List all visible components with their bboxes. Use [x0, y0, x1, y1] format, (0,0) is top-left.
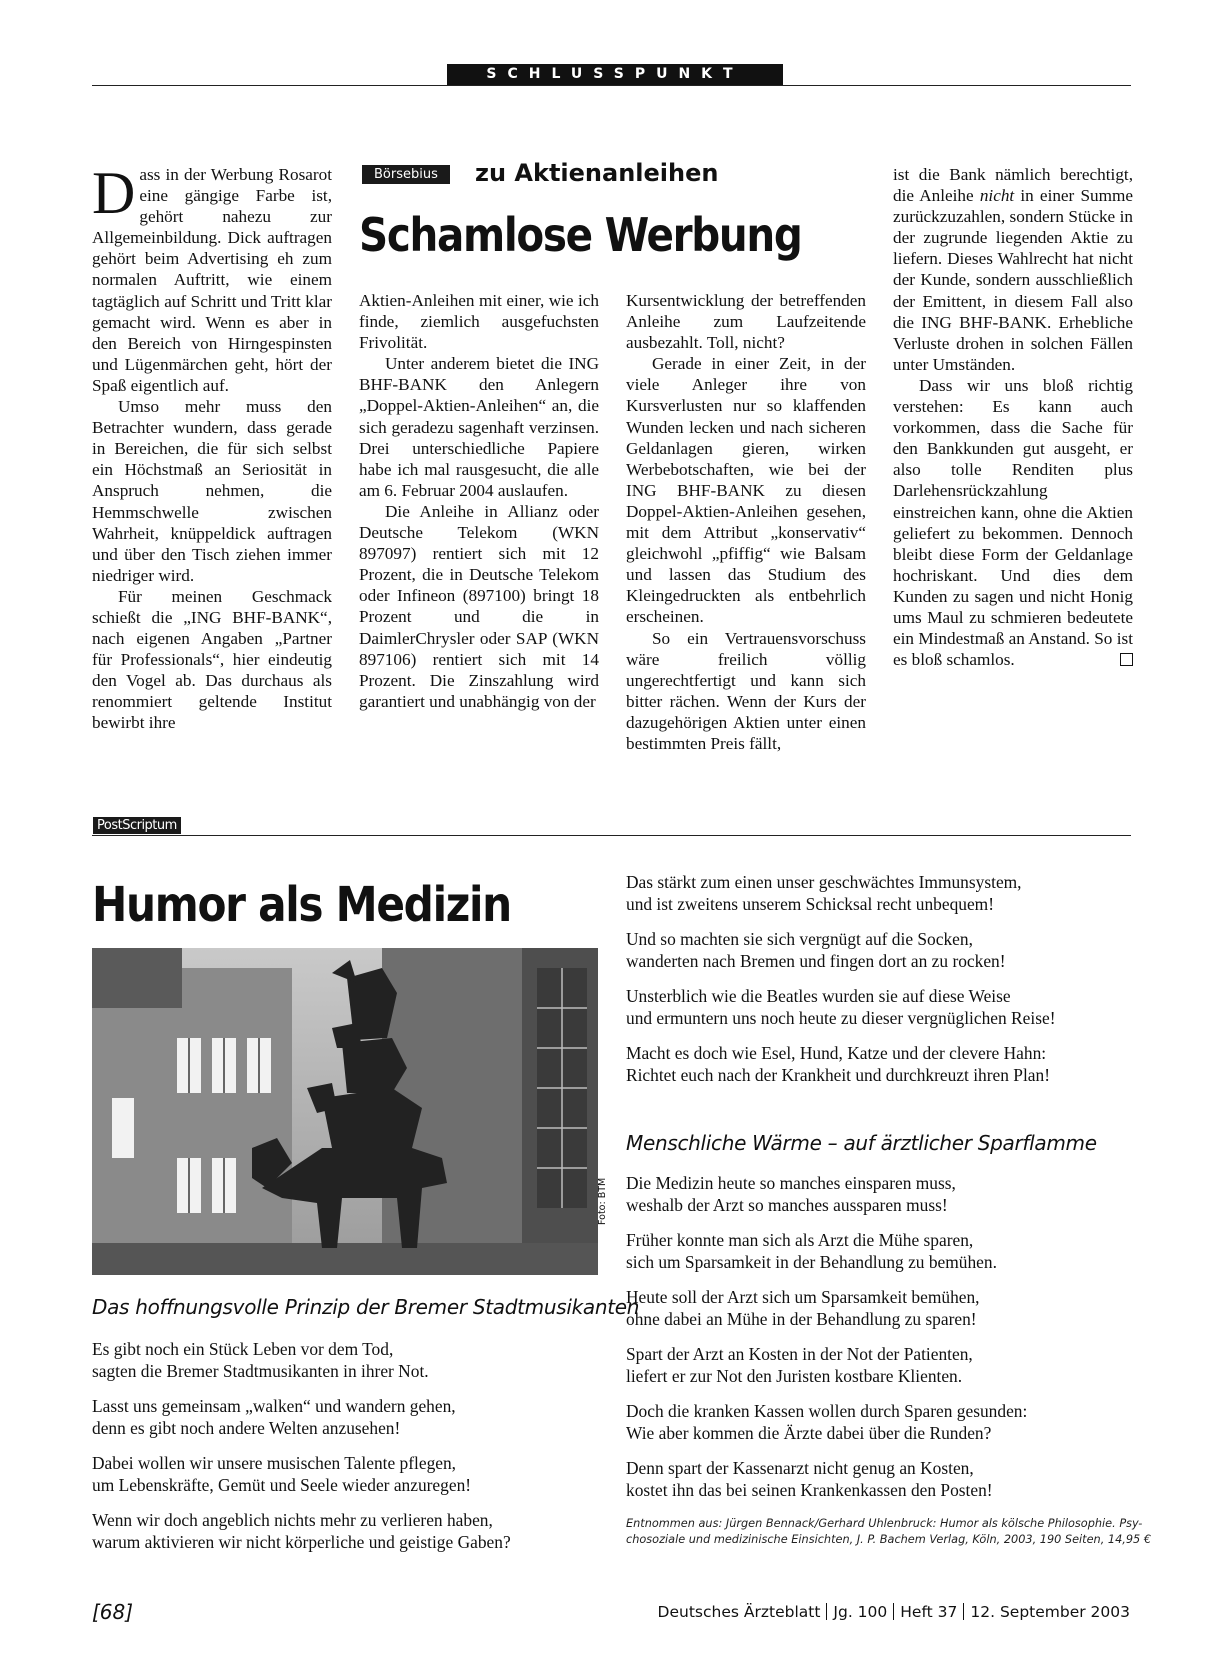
- poem-line: Richtet euch nach der Krankheit und durchkreuzt ihren Plan!: [626, 1064, 1050, 1085]
- poem-line: denn es gibt noch andere Welten anzusehen!: [92, 1417, 401, 1438]
- poem-stanza: [92, 1453, 511, 1496]
- poem-stanza: [92, 1510, 511, 1553]
- article-column-1: [92, 160, 332, 734]
- poem-line: liefert er zur Not den Juristen kostbare Klienten.: [626, 1365, 963, 1386]
- poem-line: um Lebenskräfte, Gemüt und Seele wieder anzuregen!: [92, 1474, 472, 1495]
- poem-stanza: [92, 1339, 511, 1382]
- journal-issue: Heft 37: [900, 1603, 958, 1621]
- paragraph: So ein Vertrauensvorschuss wäre freilich völlig ungerechtfertigt und kann sich bitter rächen. Wenn der Kurs der dazugehörigen Aktien unter einen bestimmten Preis fällt,: [626, 628, 866, 753]
- poem-stanza: [626, 1287, 1027, 1330]
- poem-line: kostet ihn das bei seinen Krankenkassen den Posten!: [626, 1479, 993, 1500]
- article-column-2: [359, 290, 599, 712]
- poem-stanza: [92, 1396, 511, 1439]
- poem-line: Die Medizin heute so manches einsparen muss,: [626, 1173, 956, 1193]
- poem-line: Wenn wir doch angeblich nichts mehr zu verlieren haben,: [92, 1510, 493, 1530]
- paragraph: ass in der Werbung Rosarot eine gängige Farbe ist, gehört nahezu zur Allgemeinbildung. Dick auftragen gehört beim Advertising eh zum normalen Auftritt, wie einem tagtäglich auf Schritt und Tritt klar gemacht wird. Wenn es aber in den Bereich von Hirngespinsten und Lügenmärchen geht, hört der Spaß eigentlich auf.: [92, 165, 332, 395]
- poem-line: Lasst uns gemeinsam „walken“ und wandern gehen,: [92, 1396, 456, 1416]
- drop-cap: D: [92, 160, 136, 226]
- poem-line: Denn spart der Kassenarzt nicht genug an Kosten,: [626, 1458, 974, 1478]
- poem-line: und ist zweitens unserem Schicksal recht unbequem!: [626, 893, 994, 914]
- paragraph: Kursentwicklung der betreffenden Anleihe zum Laufzeitende ausbezahlt. Toll, nicht?: [626, 291, 866, 353]
- postscriptum-tag: PostScriptum: [93, 817, 181, 834]
- poem-2: [626, 872, 1055, 1100]
- poem-line: Wie aber kommen die Ärzte dabei über die Runden?: [626, 1422, 992, 1443]
- poem-stanza: [626, 1401, 1027, 1444]
- journal-volume: Jg. 100: [833, 1603, 888, 1621]
- poem-line: Dabei wollen wir unsere musischen Talente pflegen,: [92, 1453, 457, 1473]
- paragraph: Die Anleihe in Allianz oder Deutsche Telekom (WKN 897097) rentiert sich mit 12 Prozent, die in Deutsche Telekom oder Infineon (897100) bringt 18 Prozent und die in DaimlerChrysler oder SAP (WKN 897106) rentiert sich mit 14 Prozent. Die Zinszahlung wird garantiert und unabhängig von der: [359, 501, 599, 711]
- paragraph: Unter anderem bietet die ING BHF-BANK den Anlegern „Doppel-Aktien-Anleihen“ an, die sich geradezu sagenhaft verzinsen. Drei unterschiedliche Papiere habe ich mal rausgesucht, die alle am 6. Februar 2004 auslaufen.: [359, 354, 599, 500]
- paragraph: Für meinen Geschmack schießt die „ING BHF-BANK“, nach eigenen Angaben „Partner für Professionals“, hier eindeutig den Vogel ab. Das durchaus als renommiert geltende Institut bewirbt ihre: [92, 586, 332, 733]
- separator: [963, 1603, 964, 1620]
- poem-stanza: [626, 1458, 1027, 1501]
- paragraph: Dass wir uns bloß richtig verstehen: Es kann auch vorkommen, dass die Sache für den Bankkunden gut ausgeht, er also tolle Renditen plus Darlehensrückzahlung einstreichen kann, ohne die Aktien geliefert zu bekommen. Dennoch bleibt diese Form der Geldanlage hochriskant. Und dies dem Kunden zu sagen und nicht Honig ums Maul zu schmieren bedeutete ein Mindestmaß an Anstand. So ist es bloß schamlos.: [893, 375, 1133, 670]
- poem-line: warum aktivieren wir nicht körperliche und geistige Gaben?: [92, 1531, 511, 1552]
- paragraph: Gerade in einer Zeit, in der viele Anleger ihre von Kursverlusten nur so klaffenden Wunden lecken und nach sicheren Geldanlagen gieren, wirken Werbebotschaften, wie bei der ING BHF-BANK zu diesen Doppel-Aktien-Anleihen gesehen, mit dem Attribut „konservativ“ gleichwohl „pfiffig“ wie Balsam und lassen das Studium des Kleingedruckten als entbehrlich erscheinen.: [626, 354, 866, 627]
- poem-stanza: [626, 1344, 1027, 1387]
- postscriptum-headline: Humor als Medizin: [92, 877, 511, 933]
- poem-line: sich um Sparsamkeit in der Behandlung zu bemühen.: [626, 1251, 997, 1272]
- poem-line: Heute soll der Arzt sich um Sparsamkeit bemühen,: [626, 1287, 980, 1307]
- article-column-4: [893, 164, 1133, 670]
- paragraph: ist die Bank nämlich berechtigt, die Anleihe nicht in einer Summe zurückzuzahlen, sondern Stücke in der zugrunde liegenden Aktie zu liefern. Dieses Wahlrecht hat nicht der Kunde, sondern ausschließlich der Emittent, in diesem Fall also die ING BHF-BANK. Erhebliche Verluste drohen in solchen Fällen unter Umständen.: [893, 165, 1133, 374]
- poem-line: Macht es doch wie Esel, Hund, Katze und der clevere Hahn:: [626, 1043, 1047, 1063]
- end-mark-icon: [1120, 653, 1133, 666]
- journal-name: Deutsches Ärzteblatt: [657, 1603, 821, 1621]
- poem-line: ohne dabei an Mühe in der Behandlung zu sparen!: [626, 1308, 977, 1329]
- photo-credit: Foto: BTM: [597, 1177, 608, 1225]
- poem-line: Und so machten sie sich vergnügt auf die Socken,: [626, 929, 973, 949]
- postscriptum-rule: [92, 835, 1131, 836]
- column-tag: Börsebius: [362, 165, 450, 184]
- poem-stanza: [626, 1173, 1027, 1216]
- separator: [826, 1603, 827, 1620]
- poem-line: Das stärkt zum einen unser geschwächtes Immunsystem,: [626, 872, 1022, 892]
- article-headline: Schamlose Werbung: [359, 208, 802, 262]
- separator: [893, 1603, 894, 1620]
- poem-stanza: [626, 1230, 1027, 1273]
- journal-footer: [658, 1603, 1130, 1621]
- article-column-3: [626, 290, 866, 754]
- page-number: [68]: [92, 1600, 134, 1624]
- section-label: SCHLUSSPUNKT: [447, 64, 783, 85]
- poem-stanza: [626, 1043, 1055, 1086]
- poem-stanza: [626, 872, 1055, 915]
- article-kicker: zu Aktienanleihen: [475, 159, 719, 187]
- journal-date: 12. September 2003: [970, 1603, 1130, 1621]
- poem-stanza: [626, 986, 1055, 1029]
- poem-3: [626, 1173, 1027, 1515]
- photo-illustration: [92, 948, 598, 1275]
- poem-line: weshalb der Arzt so manches aussparen muss!: [626, 1194, 948, 1215]
- poem-subhead-1: Das hoffnungsvolle Prinzip der Bremer Stadtmusikanten: [92, 1295, 640, 1319]
- poem-line: Es gibt noch ein Stück Leben vor dem Tod,: [92, 1339, 394, 1359]
- poem-1: [92, 1339, 511, 1567]
- photo-bremer-stadtmusikanten: [92, 948, 598, 1275]
- poem-line: Spart der Arzt an Kosten in der Not der Patienten,: [626, 1344, 973, 1364]
- source-credit: Entnommen aus: Jürgen Bennack/Gerhard Uhlenbruck: Humor als kölsche Philosophie. Psy- chosoziale und medizinische Einsichten, J. P. Bachem Verlag, Köln, 2003, 190 Seiten, 14,95 €: [626, 1517, 1152, 1546]
- poem-subhead-2: Menschliche Wärme – auf ärztlicher Sparflamme: [626, 1131, 1097, 1155]
- poem-line: wanderten nach Bremen und fingen dort an zu rocken!: [626, 950, 1006, 971]
- paragraph: Umso mehr muss den Betrachter wundern, dass gerade in Bereichen, die für sich selbst ein Höchstmaß an Seriosität in Anspruch nehmen, die Hemmschwelle zwischen Wahrheit, knüppeldick auftragen und über den Tisch ziehen immer niedriger wird.: [92, 397, 332, 585]
- poem-line: sagten die Bremer Stadtmusikanten in ihrer Not.: [92, 1360, 429, 1381]
- poem-line: Früher konnte man sich als Arzt die Mühe sparen,: [626, 1230, 974, 1250]
- poem-line: Doch die kranken Kassen wollen durch Sparen gesunden:: [626, 1401, 1028, 1421]
- poem-line: und ermuntern uns noch heute zu dieser vergnüglichen Reise!: [626, 1007, 1056, 1028]
- paragraph: Aktien-Anleihen mit einer, wie ich finde, ziemlich ausgefuchsten Frivolität.: [359, 291, 599, 353]
- poem-stanza: [626, 929, 1055, 972]
- header-rule: [92, 85, 1131, 86]
- poem-line: Unsterblich wie die Beatles wurden sie auf diese Weise: [626, 986, 1011, 1006]
